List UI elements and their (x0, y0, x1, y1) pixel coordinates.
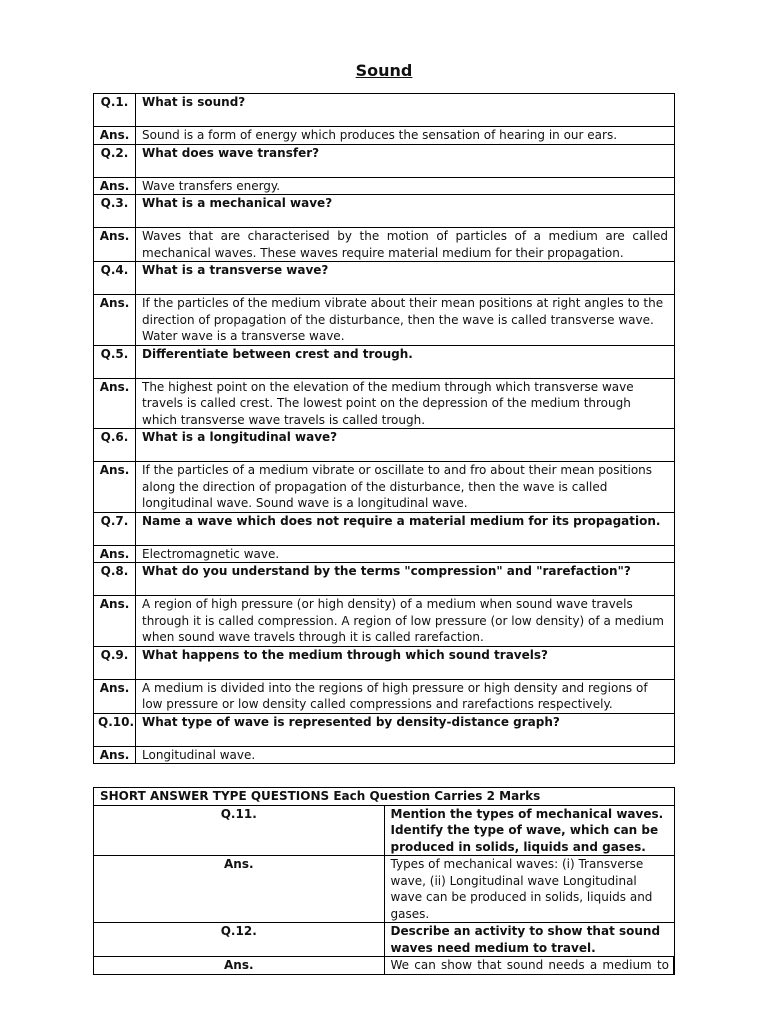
answer-text: Electromagnetic wave. (136, 545, 675, 563)
answer-label: Ans. (94, 746, 136, 764)
question-text: What does wave transfer? (136, 144, 675, 177)
question-text: Describe an activity to show that sound waves need medium to travel. (384, 923, 675, 957)
question-label: Q.4. (94, 262, 136, 295)
question-text: What is a mechanical wave? (136, 195, 675, 228)
answer-label: Ans. (94, 228, 136, 262)
answer-text: Waves that are characterised by the motion of particles of a medium are called mechanical waves. These waves require material medium for their propagation. (136, 228, 675, 262)
answer-label: Ans. (94, 545, 136, 563)
question-text: What is a transverse wave? (136, 262, 675, 295)
question-text: What do you understand by the terms "compression" and "rarefaction"? (136, 563, 675, 596)
answer-text: Wave transfers energy. (136, 177, 675, 195)
answer-label: Ans. (94, 127, 136, 145)
answer-label: Ans. (94, 462, 136, 513)
question-label: Q.11. (94, 805, 385, 856)
answer-label: Ans. (94, 596, 136, 647)
answer-text: Types of mechanical waves: (i) Transverse wave, (ii) Longitudinal wave Longitudinal wave can be produced in solids, liquids and gases. (384, 856, 675, 923)
question-label: Q.8. (94, 563, 136, 596)
answer-text: If the particles of the medium vibrate about their mean positions at right angles to the direction of propagation of the disturbance, then the wave is called transverse wave. Water wave is a transverse wave. (136, 295, 675, 346)
answer-label: Ans. (94, 679, 136, 713)
answer-text: The highest point on the elevation of the medium through which transverse wave travels is called crest. The lowest point on the depression of the medium through which transverse wave travels is called trough. (136, 378, 675, 429)
answer-label: Ans. (94, 378, 136, 429)
answer-text: If the particles of a medium vibrate or oscillate to and fro about their mean positions along the direction of propagation of the disturbance, then the wave is called longitudinal wave. Sound wave is a longitudinal wave. (136, 462, 675, 513)
page-title: Sound (355, 61, 413, 80)
answer-label: Ans. (94, 957, 385, 975)
question-label: Q.10. (94, 713, 136, 746)
question-label: Q.7. (94, 512, 136, 545)
question-text: What is a longitudinal wave? (136, 429, 675, 462)
question-label: Q.9. (94, 646, 136, 679)
question-label: Q.3. (94, 195, 136, 228)
answer-text: Longitudinal wave. (136, 746, 675, 764)
short-answer-table (93, 787, 675, 975)
qa-table (93, 93, 675, 764)
question-label: Q.12. (94, 923, 385, 957)
question-label: Q.2. (94, 144, 136, 177)
answer-text: Sound is a form of energy which produces the sensation of hearing in our ears. (136, 127, 675, 145)
question-label: Q.1. (94, 94, 136, 127)
question-text: What is sound? (136, 94, 675, 127)
question-text: Differentiate between crest and trough. (136, 345, 675, 378)
answer-text: A medium is divided into the regions of high pressure or high density and regions of low pressure or low density called compressions and rarefactions respectively. (136, 679, 675, 713)
question-text: Mention the types of mechanical waves. Identify the type of wave, which can be produced in solids, liquids and gases. (384, 805, 675, 856)
answer-label: Ans. (94, 177, 136, 195)
section-header: SHORT ANSWER TYPE QUESTIONS Each Question Carries 2 Marks (94, 788, 675, 806)
answer-label: Ans. (94, 295, 136, 346)
question-text: What happens to the medium through which sound travels? (136, 646, 675, 679)
question-text: Name a wave which does not require a material medium for its propagation. (136, 512, 675, 545)
question-label: Q.6. (94, 429, 136, 462)
question-text: What type of wave is represented by density-distance graph? (136, 713, 675, 746)
answer-label: Ans. (94, 856, 385, 923)
question-label: Q.5. (94, 345, 136, 378)
answer-text: A region of high pressure (or high density) of a medium when sound wave travels through it is called compression. A region of low pressure (or low density) of a medium when sound wave travels through it is called rarefaction. (136, 596, 675, 647)
answer-text: We can show that sound needs a medium to (391, 957, 675, 974)
answer-cell (384, 957, 675, 975)
